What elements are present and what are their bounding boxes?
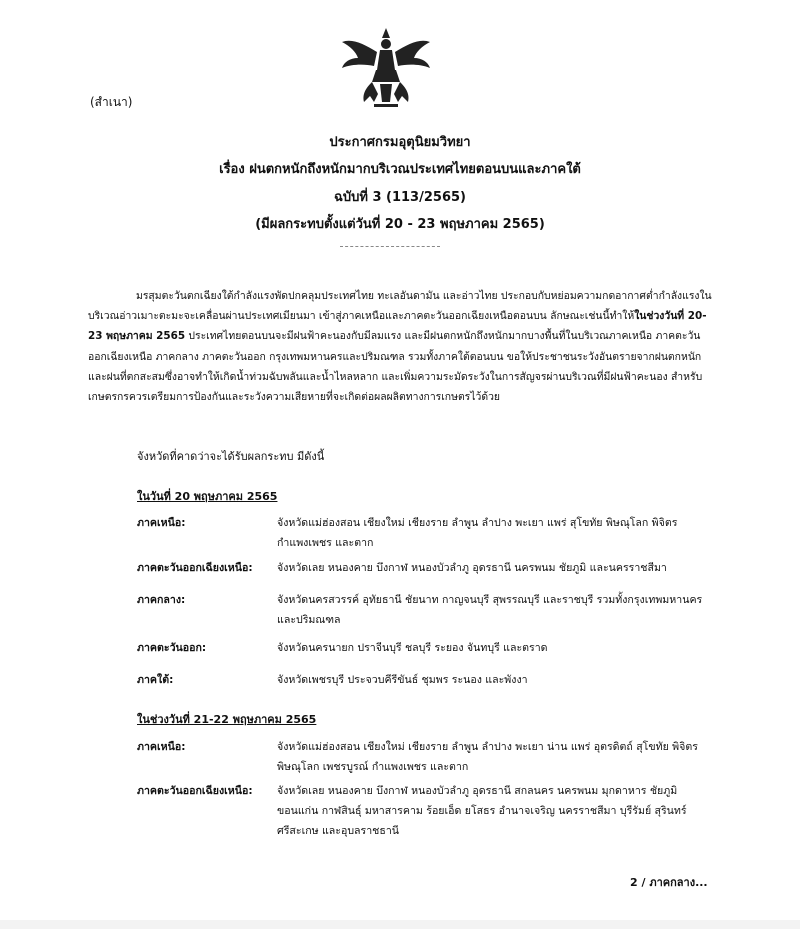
announcement-issue: ฉบับที่ 3 (113/2565): [334, 190, 466, 205]
section-title-may-20: ในวันที่ 20 พฤษภาคม 2565: [137, 490, 278, 503]
region-provinces: จังหวัดแม่ฮ่องสอน เชียงใหม่ เชียงราย ลำพูน ลำปาง พะเยา น่าน แพร่ อุตรดิตถ์ สุโขทัย พิจิตร พิษณุโลก เพชรบูรณ์ กำแพงเพชร และตาก: [277, 741, 698, 773]
announcement-title: ประกาศกรมอุตุนิยมวิทยา: [329, 135, 471, 150]
body-text-part1: มรสุมตะวันตกเฉียงใต้กำลังแรงพัดปกคลุมประเทศไทย ทะเลอันดามัน และอ่าวไทย ประกอบกับหย่อมความกดอากาศต่ำกำลังแรงในบริเวณอ่าวเมาะตะมะจะเคลื่อนผ่านประเทศเมียนมา เข้าสู่ภาคเหนือและภาคตะวันออกเฉียงเหนือตอนบน ลักษณะเช่นนี้ทำให้: [88, 290, 712, 323]
region-label: ภาคตะวันออกเฉียงเหนือ:: [137, 562, 253, 574]
announcement-subject: เรื่อง ฝนตกหนักถึงหนักมากบริเวณประเทศไทยตอนบนและภาคใต้: [219, 162, 581, 177]
region-provinces: จังหวัดเลย หนองคาย บึงกาฬ หนองบัวลำภู อุดรธานี นครพนม ชัยภูมิ และนครราชสีมา: [277, 562, 667, 574]
region-provinces: จังหวัดแม่ฮ่องสอน เชียงใหม่ เชียงราย ลำพูน ลำปาง พะเยา แพร่ สุโขทัย พิษณุโลก พิจิตร กำแพงเพชร และตาก: [277, 517, 678, 549]
page-continuation-marker: 2 / ภาคกลาง...: [630, 876, 708, 889]
region-label: ภาคเหนือ:: [137, 517, 186, 529]
region-provinces: จังหวัดเพชรบุรี ประจวบคีรีขันธ์ ชุมพร ระนอง และพังงา: [277, 674, 528, 686]
body-paragraph: [88, 286, 718, 407]
region-label: ภาคตะวันออกเฉียงเหนือ:: [137, 785, 253, 797]
region-label: ภาคตะวันออก:: [137, 642, 207, 654]
region-label: ภาคใต้:: [137, 674, 174, 686]
body-text-bold-dates: ในช่วงวันที่ 20-23 พฤษภาคม 2565: [88, 310, 707, 343]
header-divider: [340, 246, 440, 247]
region-provinces: จังหวัดนครสวรรค์ อุทัยธานี ชัยนาท กาญจนบุรี สุพรรณบุรี และราชบุรี รวมทั้งกรุงเทพมหานครและปริมณฑล: [277, 594, 703, 626]
region-provinces: จังหวัดเลย หนองคาย บึงกาฬ หนองบัวลำภู อุดรธานี สกลนคร นครพนม มุกดาหาร ชัยภูมิ ขอนแก่น กาฬสินธุ์ มหาสารคาม ร้อยเอ็ด ยโสธร อำนาจเจริญ นครราชสีมา บุรีรัมย์ สุรินทร์ ศรีสะเกษ และอุบลราชธานี: [277, 785, 687, 837]
body-text-part2: ประเทศไทยตอนบนจะมีฝนฟ้าคะนองกับมีลมแรง และมีฝนตกหนักถึงหนักมากบางพื้นที่ในบริเวณภาคเหนือ ภาคตะวันออกเฉียงเหนือ ภาคกลาง ภาคตะวันออก กรุงเทพมหานครและปริมณฑล รวมทั้งภาคใต้ตอนบน ขอให้ประชาชนระวังอันตรายจากฝนตกหนักและฝนที่ตกสะสมซึ่งอาจทำให้เกิดน้ำท่วมฉับพลันและน้ำไหลหลาก และเพิ่มความระมัดระวังในการสัญจรผ่านบริเวณที่มีฝนฟ้าคะนอง สำหรับเกษตรกรควรเตรียมการป้องกันและระวังความเสียหายที่จะเกิดต่อผลผลิตทางการเกษตรไว้ด้วย: [88, 330, 703, 404]
region-provinces: จังหวัดนครนายก ปราจีนบุรี ชลบุรี ระยอง จันทบุรี และตราด: [277, 642, 548, 654]
announcement-effective-dates: (มีผลกระทบตั้งแต่วันที่ 20 - 23 พฤษภาคม 2565): [255, 217, 545, 232]
affected-provinces-intro: จังหวัดที่คาดว่าจะได้รับผลกระทบ มีดังนี้: [137, 450, 325, 463]
section-title-may-21-22: ในช่วงวันที่ 21-22 พฤษภาคม 2565: [137, 713, 317, 726]
copy-label: (สำเนา): [90, 95, 133, 109]
viewer-bottom-edge: [0, 920, 800, 929]
garuda-emblem-icon: [336, 22, 436, 112]
region-label: ภาคกลาง:: [137, 594, 186, 606]
region-label: ภาคเหนือ:: [137, 741, 186, 753]
